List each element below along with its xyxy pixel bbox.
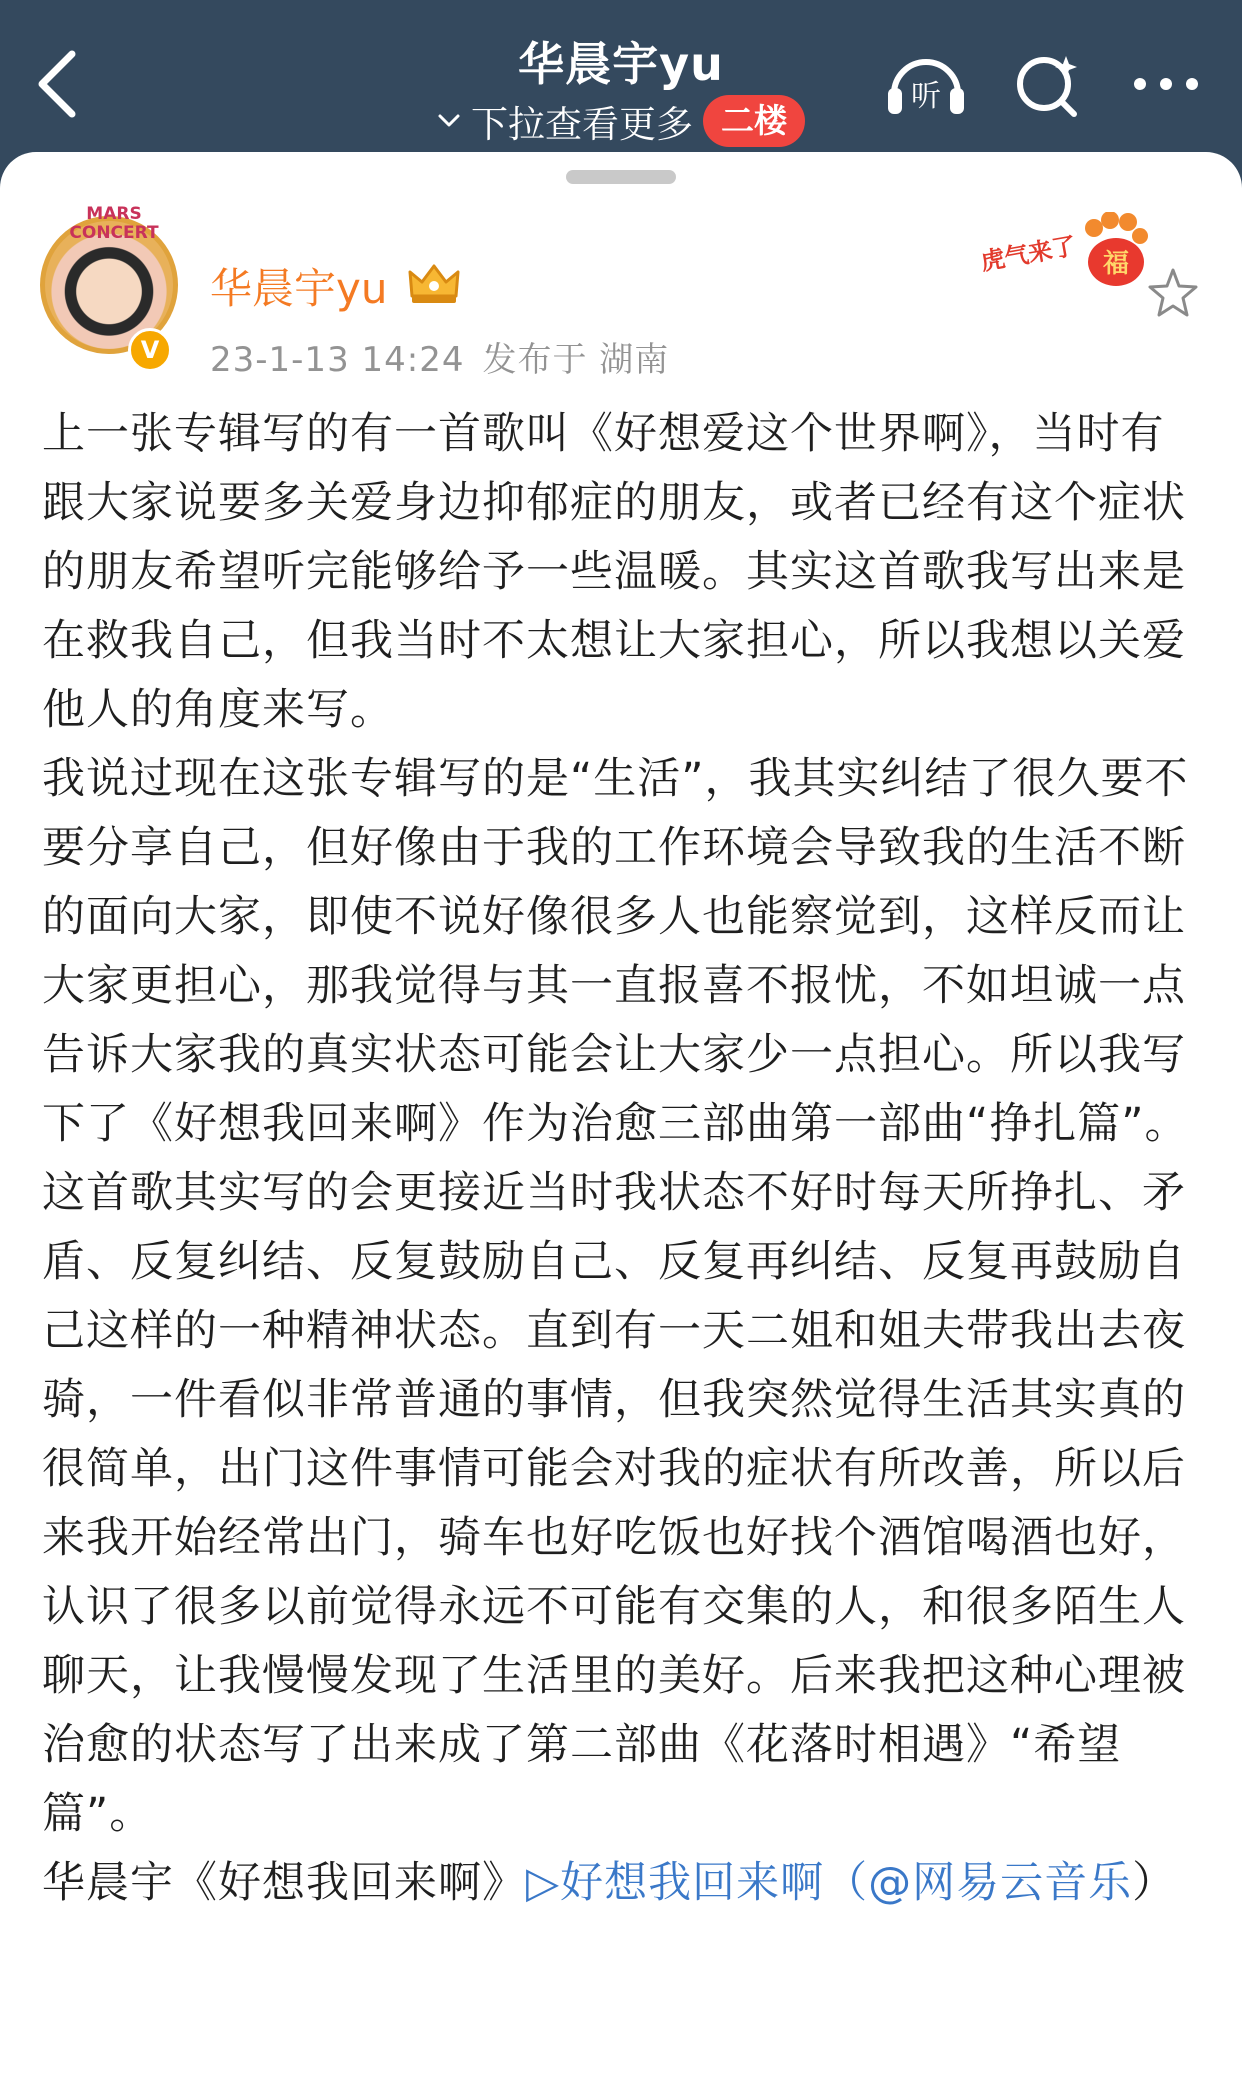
page-title: 华晨宇yu [518,37,724,91]
paragraph-1: 上一张专辑写的有一首歌叫《好想爱这个世界啊》，当时有跟大家说要多关爱身边抑郁症的朋友，或者已经有这个症状的朋友希望听完能够给予一些温暖。其实这首歌我写出来是在救我自己，但我当时不太想让大家担心，所以我想以关爱他人的角度来写。 [42,409,1186,735]
song-line [42,1849,1202,1918]
pull-down-label: 下拉查看更多 [471,103,693,146]
avatar-banner: MARS CONCERT [69,204,159,243]
sticker-char: 福 [1102,249,1130,279]
song-link[interactable]: ▷好想我回来啊 [526,1858,825,1908]
post-location: 发布于 湖南 [482,340,670,380]
top-bar [0,0,1242,160]
author-name[interactable]: 华晨宇yu [210,264,388,313]
star-icon[interactable] [1146,266,1200,320]
paragraph-2: 我说过现在这张专辑写的是“生活”，我其实纠结了很久要不要分享自己，但好像由于我的工作环境会导致我的生活不断的面向大家，即使不说好像很多人也能察觉到，这样反而让大家更担心，那我觉得与其一直报喜不报忧，不如坦诚一点告诉大家我的真实状态可能会让大家少一点担心。所以我写下了《好想我回来啊》作为治愈三部曲第一部曲“挣扎篇”。这首歌其实写的会更接近当时我状态不好时每天所挣扎、矛盾、反复纠结、反复鼓励自己、反复再纠结、反复再鼓励自己这样的一种精神状态。直到有一天二姐和姐夫带我出去夜骑，一件看似非常普通的事情，但我突然觉得生活其实真的很简单，出门这件事情可能会对我的症状有所改善，所以后来我开始经常出门，骑车也好吃饭也好找个酒馆喝酒也好，认识了很多以前觉得永远不可能有交集的人，和很多陌生人聊天，让我慢慢发现了生活里的美好。后来我把这种心理被治愈的状态写了出来成了第二部曲《花落时相遇》“希望篇”。 [42,754,1189,1839]
sticker-text: 虎气来了 [978,231,1079,277]
link-close-paren: ） [1132,1858,1177,1908]
post-body [42,400,1202,1918]
search-icon[interactable] [1006,48,1090,120]
post-meta [210,332,669,381]
paw-icon [1080,212,1150,292]
chevron-down-icon [437,109,461,133]
more-icon[interactable] [1124,48,1208,120]
crown-icon[interactable] [406,260,462,306]
song-prefix: 华晨宇《好想我回来啊》 [42,1858,526,1908]
drag-handle[interactable] [566,170,676,184]
post-card [0,152,1242,2083]
floor-badge[interactable]: 二楼 [703,95,805,147]
link-open-paren: （ [824,1858,869,1908]
verified-badge: V [128,328,172,372]
listen-label: 听 [911,79,941,114]
tiger-sticker-icon [980,208,1150,294]
source-link[interactable]: @网易云音乐 [868,1858,1133,1908]
post-timestamp: 23-1-13 14:24 [210,340,465,380]
listen-icon[interactable] [884,48,968,120]
